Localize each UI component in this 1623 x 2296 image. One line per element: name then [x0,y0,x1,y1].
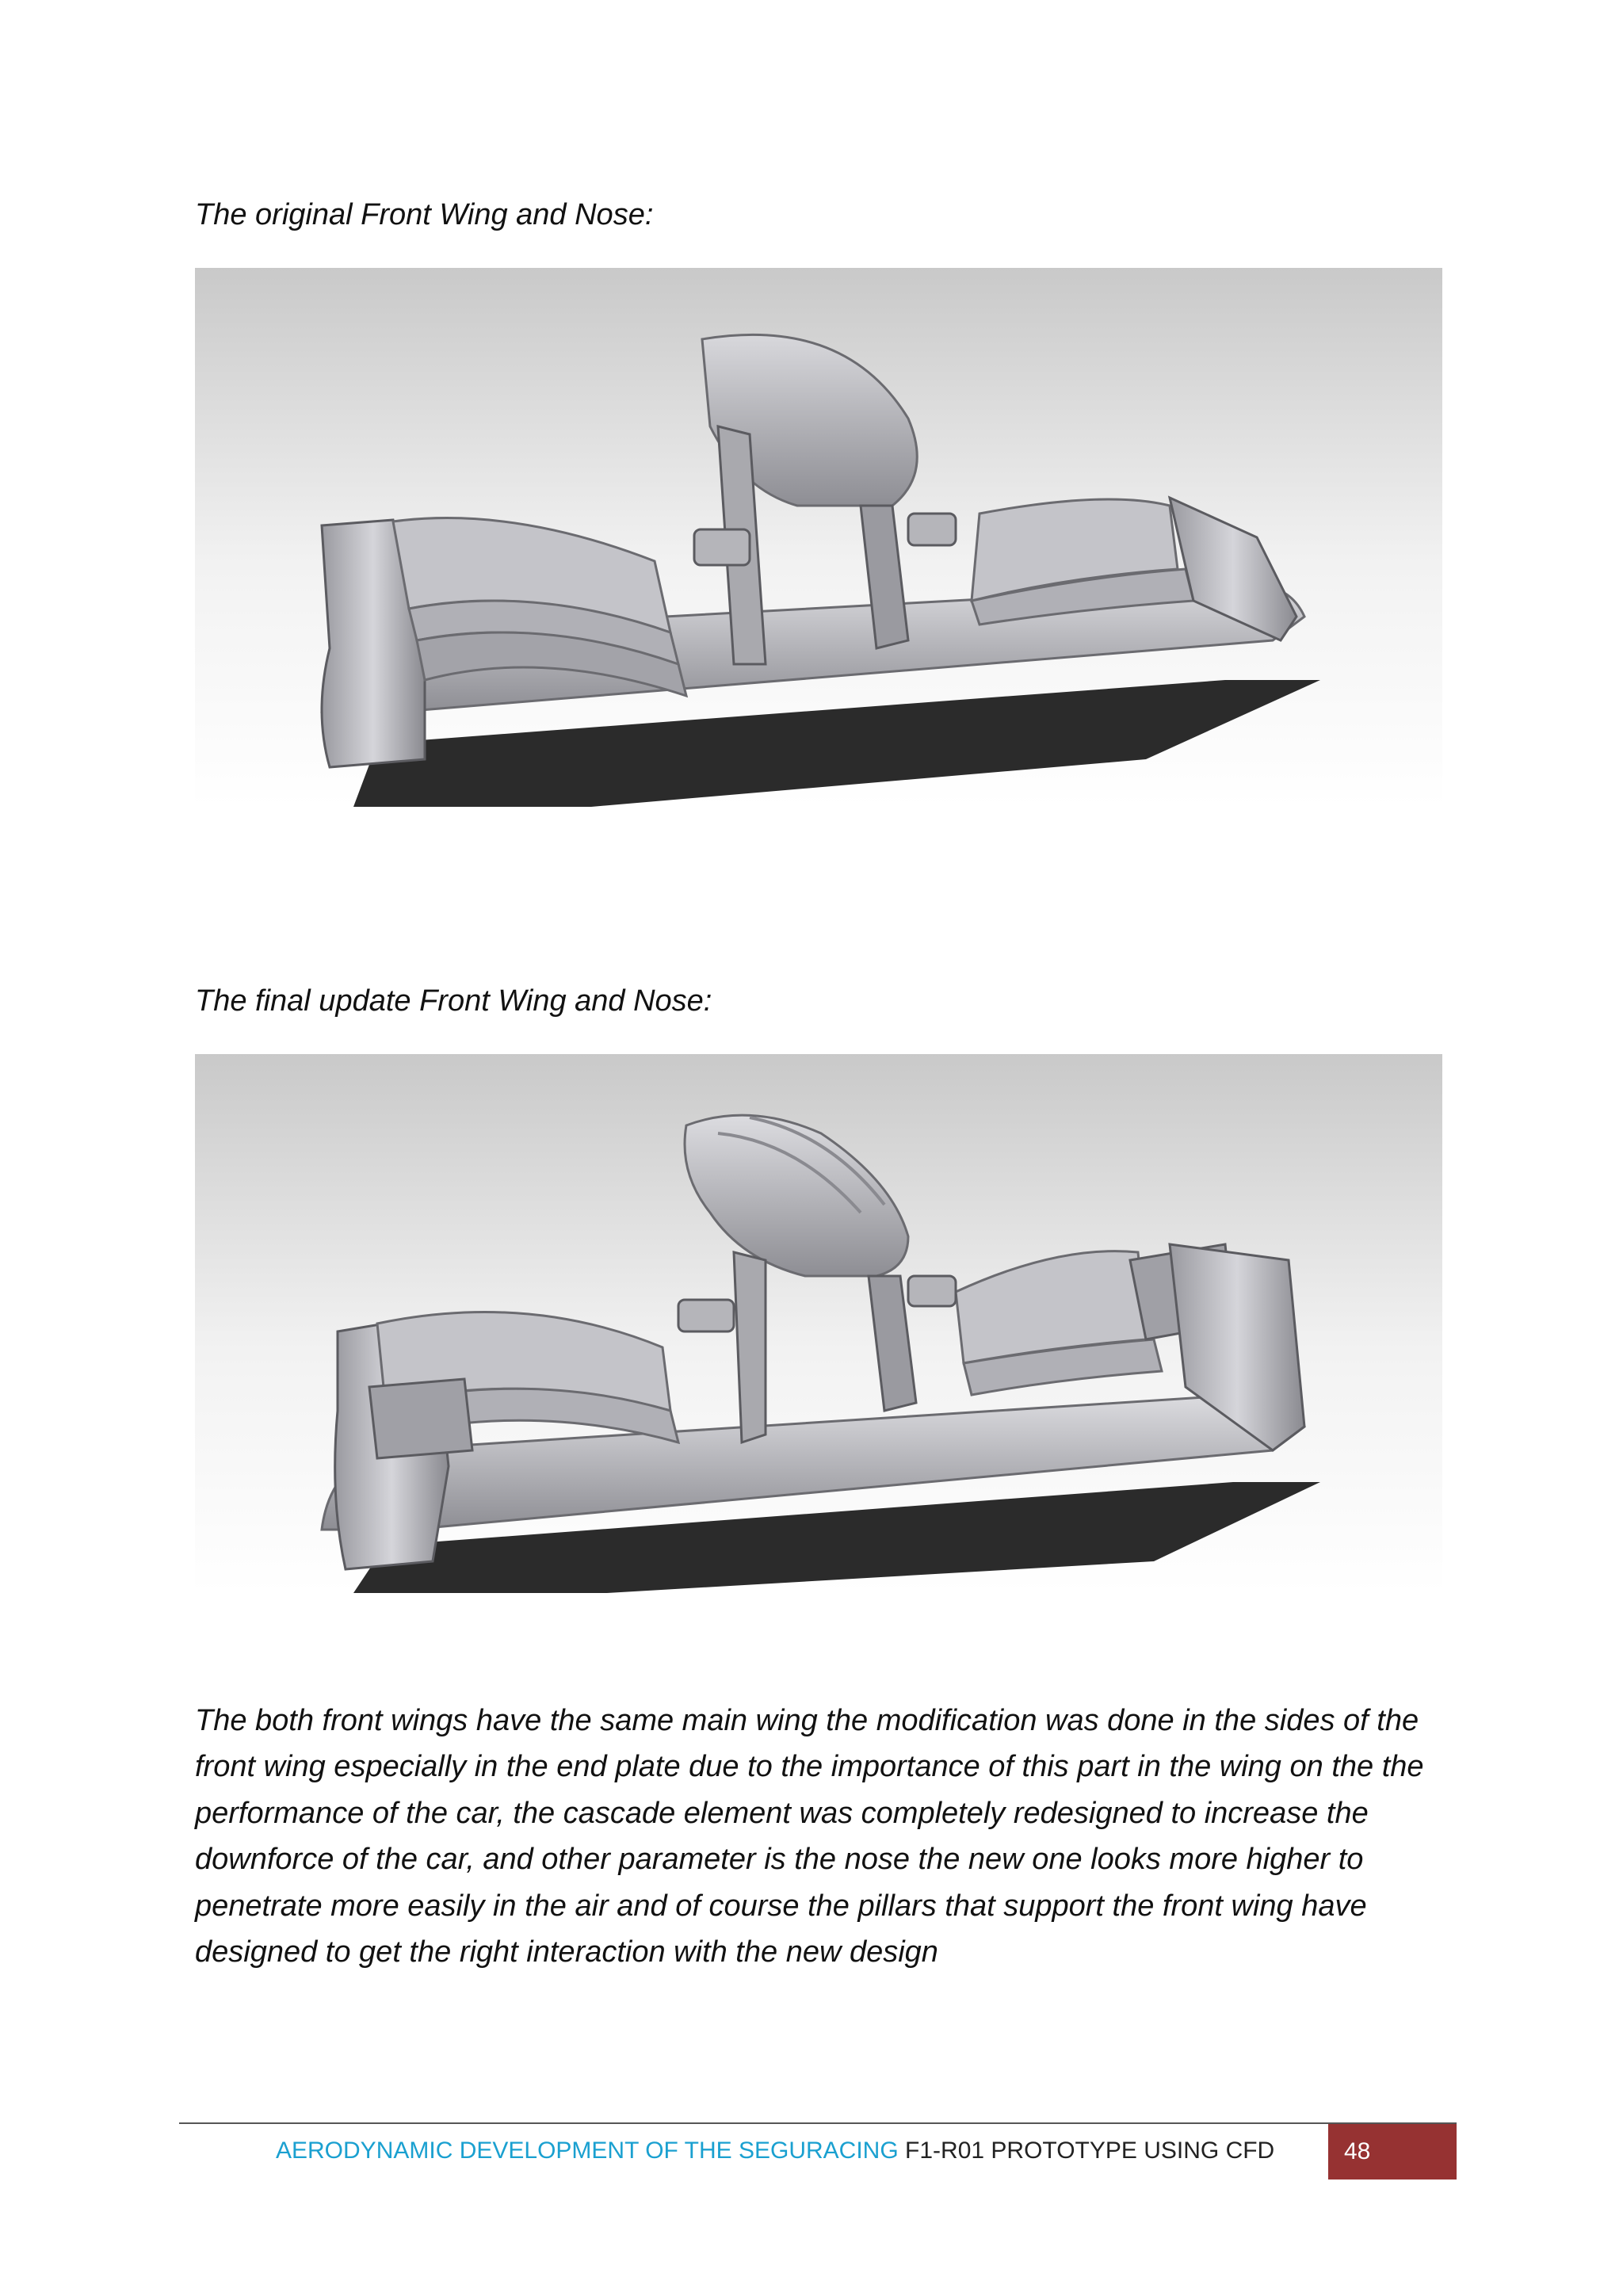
footer-divider [179,2122,1457,2124]
page-number-badge [1328,2124,1457,2179]
footer-title [276,2135,1274,2167]
front-wing-original-illustration [195,268,1442,807]
figure-caption-original: The original Front Wing and Nose: [195,198,654,231]
front-wing-final-render [195,1054,1442,1593]
body-paragraph: The both front wings have the same main wing the modification was done in the sides of the front wing especially in the end plate due to the importance of this part in the wing on the the performance of the car, the cascade element was completely redesigned to increase the downforce of the car, and other parameter is the nose the new one looks more higher to penetrate more easily in the air and of course the pillars that support the front wing have designed to get the right interaction with the new design [195,1704,1424,1969]
front-wing-final-illustration [195,1054,1442,1593]
page-number: 48 [1344,2138,1371,2164]
front-wing-original-render [195,268,1442,807]
footer-title-accent: AERODYNAMIC DEVELOPMENT OF THE SEGURACING [276,2137,906,2164]
figure-caption-final: The final update Front Wing and Nose: [195,984,712,1018]
footer-title-dark: F1-R01 PROTOTYPE USING CFD [905,2137,1275,2164]
